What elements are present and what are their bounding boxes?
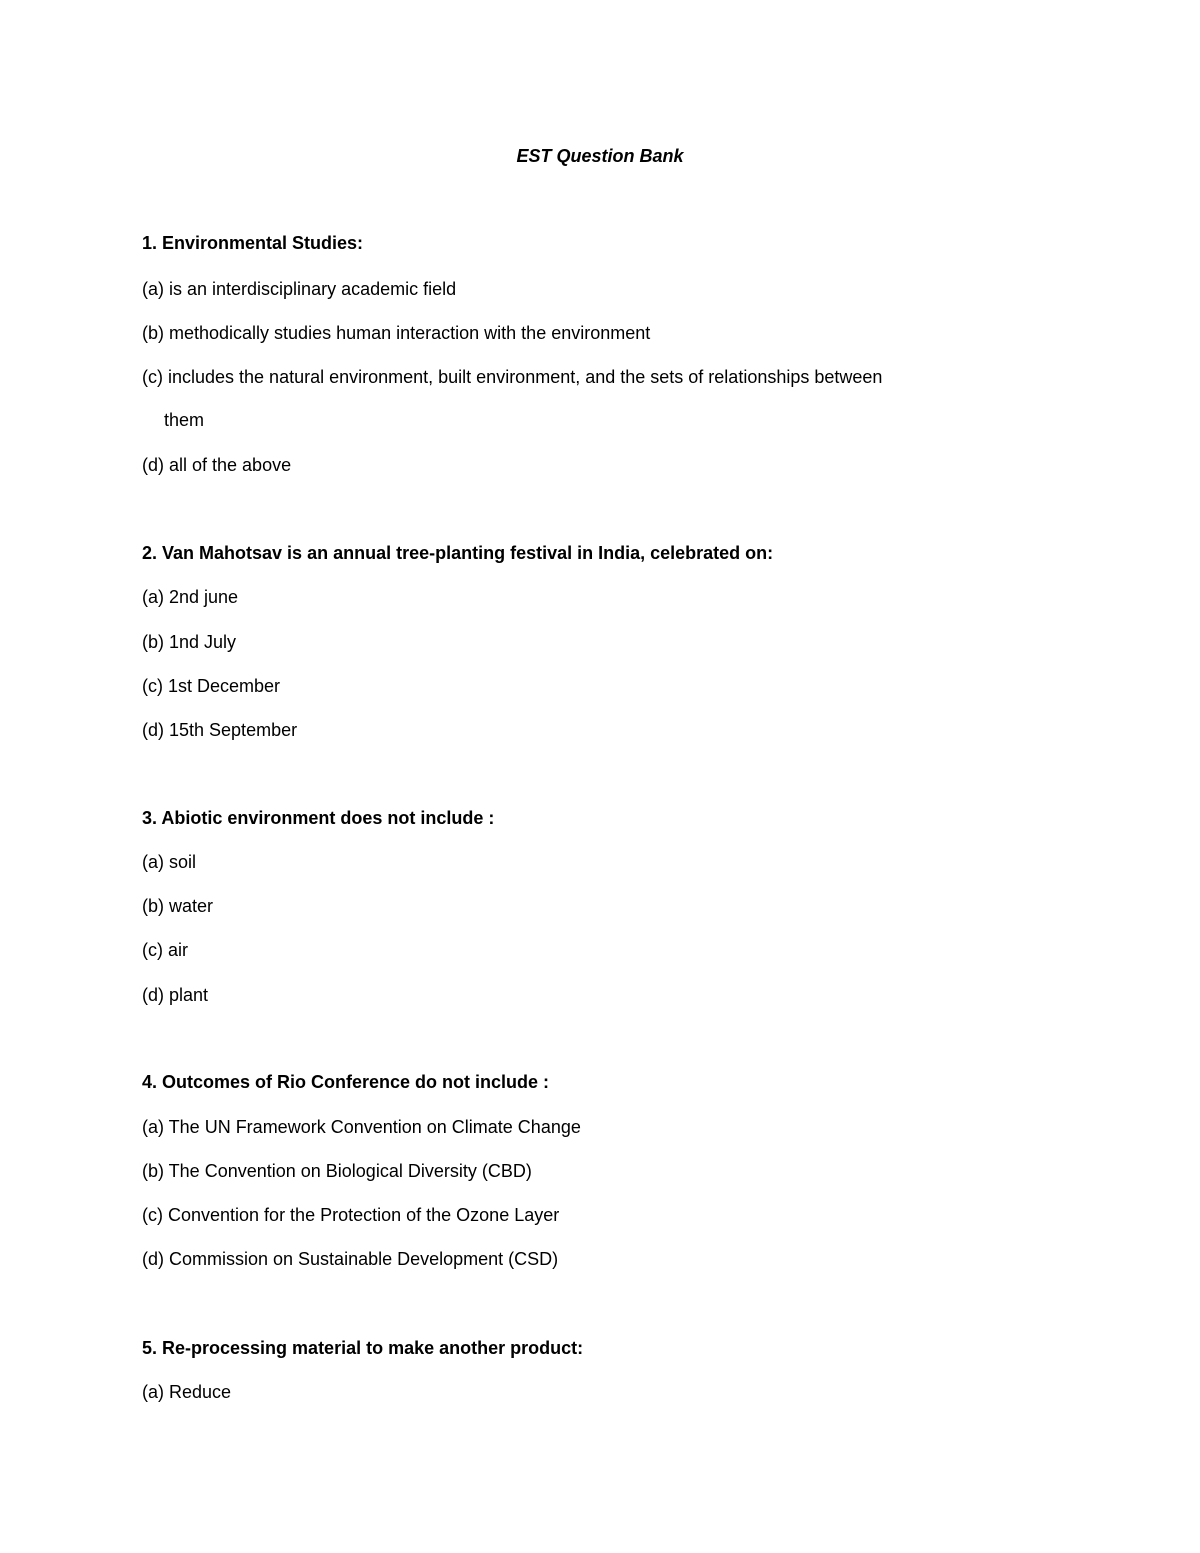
question-4-option-d: (d) Commission on Sustainable Development (CSD) bbox=[142, 1249, 559, 1269]
question-1-option-d: (d) all of the above bbox=[142, 455, 292, 475]
question-1-option-c-continuation: them bbox=[164, 410, 205, 430]
question-1-text: 1. Environmental Studies: bbox=[142, 233, 364, 253]
question-2-option-d: (d) 15th September bbox=[142, 720, 298, 740]
question-3-option-b: (b) water bbox=[142, 896, 214, 916]
question-3-text: 3. Abiotic environment does not include : bbox=[142, 808, 495, 828]
question-5-option-a: (a) Reduce bbox=[142, 1382, 232, 1402]
question-1-option-c: (c) includes the natural environment, built environment, and the sets of relationships between bbox=[142, 367, 883, 387]
question-1-option-b: (b) methodically studies human interaction with the environment bbox=[142, 323, 651, 343]
question-2-option-c: (c) 1st December bbox=[142, 676, 281, 696]
question-3-option-c: (c) air bbox=[142, 940, 188, 960]
question-3-option-a: (a) soil bbox=[142, 852, 197, 872]
question-1-option-a: (a) is an interdisciplinary academic field bbox=[142, 279, 457, 299]
question-2-option-b: (b) 1nd July bbox=[142, 632, 237, 652]
question-2-option-a: (a) 2nd june bbox=[142, 587, 239, 607]
question-3-option-d: (d) plant bbox=[142, 985, 209, 1005]
question-2-text: 2. Van Mahotsav is an annual tree-planting festival in India, celebrated on: bbox=[142, 543, 774, 563]
page-title: EST Question Bank bbox=[516, 146, 684, 166]
question-4-option-a: (a) The UN Framework Convention on Climate Change bbox=[142, 1117, 581, 1137]
question-5-text: 5. Re-processing material to make another product: bbox=[142, 1338, 584, 1358]
question-4-option-b: (b) The Convention on Biological Diversity (CBD) bbox=[142, 1161, 532, 1181]
question-4-text: 4. Outcomes of Rio Conference do not include : bbox=[142, 1072, 550, 1092]
question-4-option-c: (c) Convention for the Protection of the Ozone Layer bbox=[142, 1205, 560, 1225]
